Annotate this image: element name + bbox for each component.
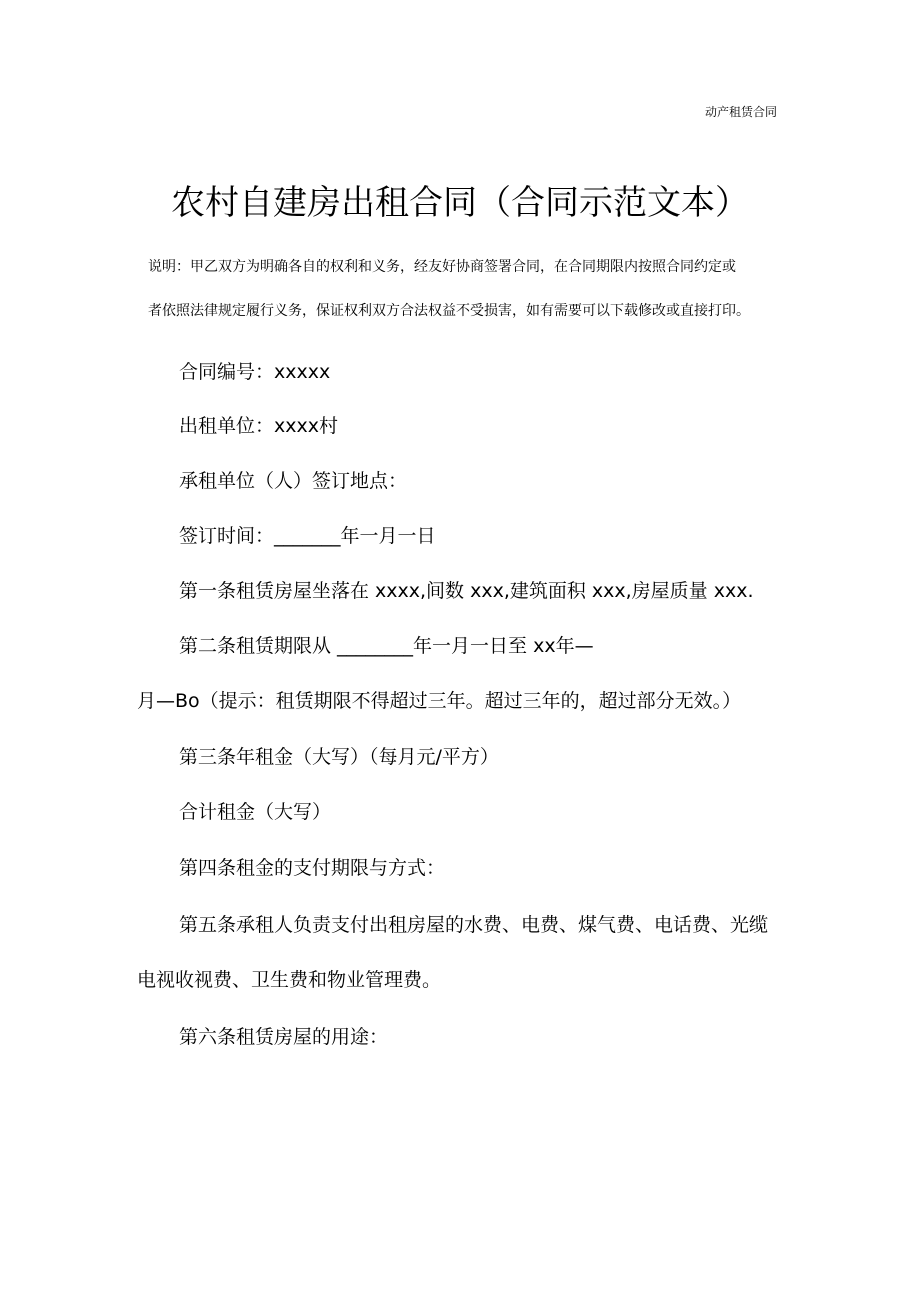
article-3: 第三条年租金（大写）（每月元/平方） (179, 746, 499, 768)
article-6: 第六条租赁房屋的用途： (179, 1026, 389, 1048)
article-1: 第一条租赁房屋坐落在 xxxx,间数 xxx,建筑面积 xxx,房屋质量 xxx. (179, 580, 754, 602)
article-4: 第四条租金的支付期限与方式： (179, 857, 446, 879)
contract-number: 合同编号：xxxxx (179, 361, 331, 383)
article-2-continued: 月—Bo（提示：租赁期限不得超过三年。超过三年的，超过部分无效。） (137, 690, 742, 712)
article-2: 第二条租赁期限从 ________年一月一日至 xx年— (179, 635, 594, 657)
document-title: 农村自建房出租合同（合同示范文本） (171, 183, 749, 223)
lessee-unit-signing-place: 承租单位（人）签订地点： (179, 470, 408, 492)
header-document-type: 动产租赁合同 (705, 105, 778, 119)
signing-date: 签订时间：_______年一月一日 (179, 525, 436, 547)
total-rent: 合计租金（大写） (179, 801, 332, 823)
intro-line: 者依照法律规定履行义务，保证权利双方合法权益不受损害，如有需要可以下载修改或直接打印。 (148, 303, 750, 319)
article-5: 第五条承租人负责支付出租房屋的水费、电费、煤气费、电话费、光缆 (179, 914, 769, 936)
article-5-continued: 电视收视费、卫生费和物业管理费。 (137, 969, 442, 991)
intro-line: 说明：甲乙双方为明确各自的权利和义务，经友好协商签署合同，在合同期限内按照合同约定或 (148, 259, 736, 275)
lessor-unit: 出租单位：xxxx村 (179, 415, 338, 437)
